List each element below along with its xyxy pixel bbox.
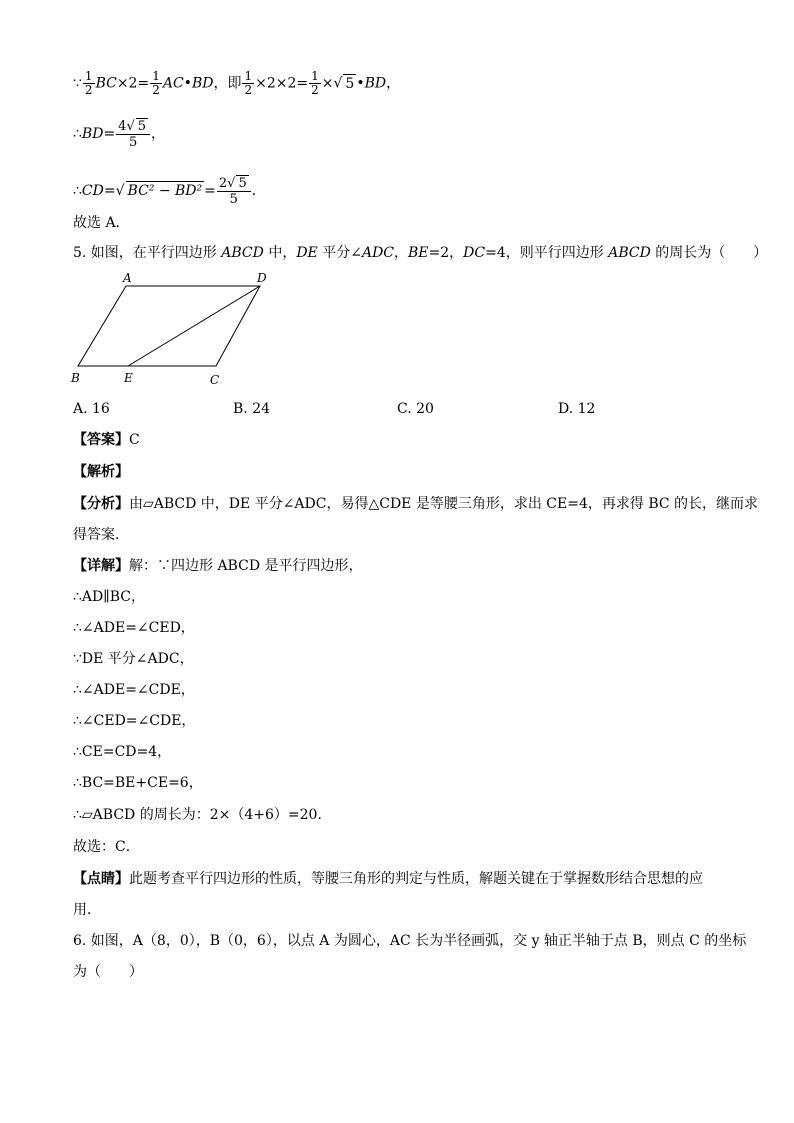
- therefore-symbol: ∴: [73, 183, 82, 199]
- frac-den: 2: [244, 83, 253, 97]
- step-line: ∴▱ABCD 的周长为：2×（4+6）=20．: [73, 807, 332, 823]
- therefore-symbol: ∴: [73, 126, 82, 142]
- question-6-line-1: 6. 如图，A（8，0），B（0，6），以点 A 为圆心，AC 长为半径画弧，交 y 轴正半轴于点 B，则点 C 的坐标: [73, 933, 747, 949]
- step-line: ∴AD∥BC，: [73, 589, 145, 605]
- step-line: ∵DE 平分∠ADC，: [73, 651, 194, 667]
- text: 平分∠: [317, 245, 362, 261]
- var-cd: CD: [81, 183, 104, 199]
- parallelogram-abcd: [78, 286, 260, 366]
- step-line: 故选：C．: [73, 839, 140, 855]
- text: ×2=: [116, 75, 150, 92]
- var-bd: BD: [191, 75, 214, 92]
- frac-den: 2: [84, 83, 93, 97]
- solution-line-2: [73, 118, 165, 150]
- sqrt-radicand: BC² − BD²: [127, 183, 203, 199]
- fenxi-tag: 【分析】: [73, 496, 129, 512]
- fraction-half: [83, 70, 95, 97]
- xiangjie-tag: 【详解】: [73, 558, 129, 574]
- frac-num: 4√ 5: [116, 118, 150, 135]
- text: ×: [321, 75, 334, 92]
- var-bd: BD: [364, 75, 387, 92]
- fraction-half: [150, 70, 162, 97]
- text: ，: [386, 75, 401, 92]
- analysis-heading: [73, 463, 129, 481]
- coef: 4: [118, 119, 127, 134]
- fraction-4sqrt5-over-5: [116, 118, 150, 150]
- dianjing-line-2: 用．: [73, 902, 101, 918]
- var: ABCD: [608, 245, 651, 261]
- equals: =: [204, 183, 216, 199]
- fenxi-line-2: 得答案．: [73, 527, 129, 543]
- coef: 2: [218, 176, 228, 191]
- dianjing-tag: 【点睛】: [73, 871, 129, 887]
- xiangjie-line-1: [73, 557, 363, 575]
- answer-tag: 【答案】: [73, 432, 129, 448]
- var-ac: AC: [162, 75, 184, 92]
- var: DE: [296, 245, 318, 261]
- frac-num: 1: [152, 69, 160, 83]
- solution-line-4: 故选 A．: [73, 215, 130, 231]
- frac-den: 5: [128, 135, 138, 150]
- frac-num: 1: [311, 69, 319, 83]
- text: 的周长为（ ）: [650, 245, 768, 261]
- sqrt-radicand: 5: [238, 176, 247, 191]
- sqrt-radicand: 5: [345, 75, 355, 92]
- option-d: D. 12: [558, 401, 596, 417]
- equals: =: [103, 183, 116, 199]
- var: DC: [463, 245, 486, 261]
- text: ，即: [213, 75, 242, 92]
- fraction-half: [309, 70, 321, 97]
- var-bd: BD: [81, 126, 104, 142]
- fenxi-text: 由▱ABCD 中，DE 平分∠ADC，易得△CDE 是等腰三角形，求出 CE=4，再求得 BC 的长，继而求: [129, 496, 759, 512]
- text: =4，则平行四边形: [485, 245, 609, 261]
- text: ，: [394, 245, 409, 261]
- step-line: ∴CE=CD=4，: [73, 744, 172, 760]
- option-a: A. 16: [73, 401, 110, 417]
- frac-num: 2√ 5: [217, 175, 251, 192]
- text: 5. 如图，在平行四边形: [73, 245, 222, 261]
- because-symbol: ∵: [73, 75, 82, 92]
- fraction-2sqrt5-over-5: [217, 175, 251, 207]
- text: 中，: [263, 245, 297, 261]
- var: BE: [408, 245, 429, 261]
- label-e: E: [124, 371, 133, 385]
- analysis-tag: 【解析】: [73, 464, 129, 480]
- segment-de: [128, 286, 260, 366]
- answer-line: [73, 431, 140, 449]
- var: ABCD: [221, 245, 264, 261]
- parallelogram-figure: [66, 272, 296, 390]
- dianjing-line-1: [73, 870, 703, 888]
- text: =2，: [428, 245, 464, 261]
- equals: =: [103, 126, 116, 142]
- sqrt-radicand: 5: [137, 119, 147, 134]
- fenxi-line-1: [73, 495, 758, 513]
- question-5-stem: [73, 244, 767, 262]
- dianjing-text: 此题考查平行四边形的性质，等腰三角形的判定与性质，解题关键在于掌握数形结合思想的应: [129, 871, 703, 887]
- xiangjie-text: 解：∵四边形 ABCD 是平行四边形，: [129, 558, 363, 574]
- answer-value: C: [129, 432, 140, 448]
- label-c: C: [210, 373, 220, 387]
- question-6-line-2: 为（ ）: [73, 964, 143, 980]
- step-line: ∴∠ADE=∠CED，: [73, 620, 195, 636]
- label-d: D: [257, 272, 267, 285]
- frac-den: 2: [152, 83, 160, 97]
- option-b: B. 24: [233, 401, 271, 417]
- fraction-half: [242, 70, 254, 97]
- frac-den: 2: [311, 83, 319, 97]
- label-a: A: [123, 272, 132, 285]
- step-line: ∴BC=BE+CE=6，: [73, 775, 203, 791]
- frac-num: 1: [244, 69, 253, 83]
- var-bc: BC: [95, 75, 117, 92]
- var: ADC: [361, 245, 395, 261]
- solution-line-3: ∴CD=√ BC² − BD² = $\frac{2√ 5}{5}$ ．: [73, 176, 266, 207]
- frac-den: 5: [229, 192, 238, 207]
- option-c: C. 20: [397, 401, 434, 417]
- dot: •: [356, 75, 365, 92]
- step-line: ∴∠ADE=∠CDE，: [73, 682, 195, 698]
- frac-num: 1: [84, 69, 93, 83]
- text: ×2×2=: [255, 75, 309, 92]
- solution-line-1: ∵ $\frac{1}{2}$ BC×2= $\frac{1}{2}$ AC•BD，即 $\frac{1}{2}$ ×2×2= $\frac{1}{2}$ ×√ 5 •BD，: [73, 69, 401, 97]
- step-line: ∴∠CED=∠CDE，: [73, 713, 196, 729]
- dot: •: [183, 75, 192, 92]
- label-b: B: [71, 371, 80, 385]
- text: ，: [151, 126, 166, 142]
- text: ．: [251, 183, 266, 199]
